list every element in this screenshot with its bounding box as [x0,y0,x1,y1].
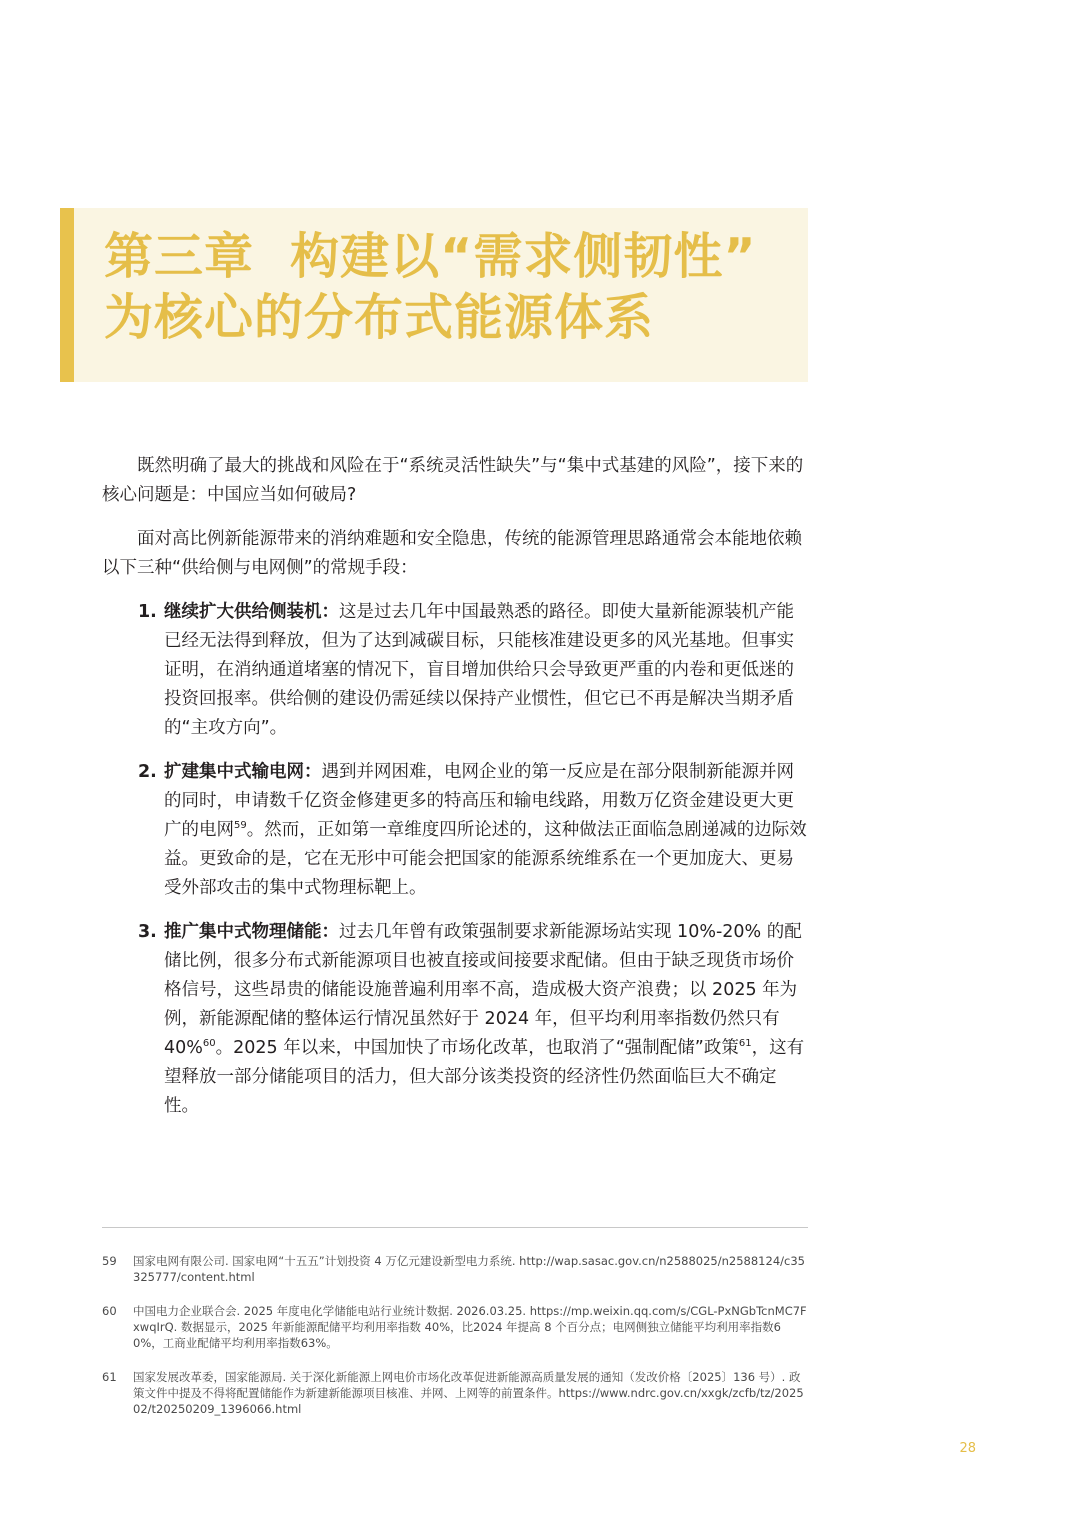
intro-paragraph-1: 既然明确了最大的挑战和风险在于“系统灵活性缺失”与“集中式基建的风险”，接下来的核心问题是：中国应当如何破局? [102,456,804,505]
list-item-text: 。2025 年以来，中国加快了市场化改革，也取消了“强制配储”政策 [215,1038,739,1058]
page-number: 28 [959,1441,976,1456]
chapter-title [104,226,757,348]
footnotes [102,1253,808,1435]
title-accent-bar [60,208,74,382]
footnote-ref-60[interactable]: 60 [202,1038,216,1050]
chapter-title-line2: 为核心的分布式能源体系 [104,289,655,346]
list-item-supply-expansion [102,598,808,743]
footnote-divider [102,1227,808,1228]
list-item-heading: 继续扩大供给侧装机： [164,602,339,622]
list-item-text: 。然而，正如第一章维度四所论述的，这种做法正面临急剧递减的边际效益。更致命的是，它在无形中可能会把国家的能源系统维系在一个更加庞大、更易受外部攻击的集中式物理标靶上。 [164,820,807,898]
list-item-text: 遇到并网困难，电网企业的第一反应是在部分限制新能源并网的同时，申请数千亿资金修建更多的特高压和输电线路，用数万亿资金建设更大更广的电网 [164,762,794,840]
footnote-ref-59[interactable]: 59 [234,820,247,832]
footnote-ref-61[interactable]: 61 [738,1038,752,1050]
footnote-number: 61 [102,1370,117,1384]
chapter-title-box [60,208,808,382]
list-item-heading: 扩建集中式输电网： [164,762,322,782]
intro-paragraph-2: 面对高比例新能源带来的消纳难题和安全隐患，传统的能源管理思路通常会本能地依赖以下三种“供给侧与电网侧”的常规手段： [102,529,802,578]
footnote-59 [102,1253,808,1285]
list-item-storage [102,918,808,1121]
list-item-text: 过去几年曾有政策强制要求新能源场站实现 10%-20% 的配储比例，很多分布式新能源项目也被直接或间接要求配储。但由于缺乏现货市场价格信号，这些昂贵的储能设施普遍利用率不高，造成极大资产浪费；以 2025 年为例，新能源配储的整体运行情况虽然好于 2024 年，但平均利用率指数仍然只有 40% [164,922,802,1058]
list-item-text: ，这有望释放一部分储能项目的活力，但大部分该类投资的经济性仍然面临巨大不确定性。 [164,1038,805,1116]
list-item-text: 这是过去几年中国最熟悉的路径。即使大量新能源装机产能已经无法得到释放，但为了达到减碳目标，只能核准建设更多的风光基地。但事实证明，在消纳通道堵塞的情况下，盲目增加供给只会导致更严重的内卷和更低迷的投资回报率。供给侧的建设仍需延续以保持产业惯性，但它已不再是解决当期矛盾的“主攻方向”。 [164,602,794,738]
list-item-number: 1. [138,602,157,622]
footnote-text: 中国电力企业联合会. 2025 年度电化学储能电站行业统计数据. 2026.03.25. https://mp.weixin.qq.com/s/CGL-PxNGbTcnMC7FxwqIrQ. 数据显示，2025 年新能源配储平均利用率指数 40%，比2024 年提高 8 个百分点；电网侧独立储能平均利用率指数60%，工商业配储平均利用率指数63%。 [133,1304,807,1350]
footnote-text: 国家电网有限公司. 国家电网“十五五”计划投资 4 万亿元建设新型电力系统. http://wap.sasac.gov.cn/n2588025/n2588124/c35325777/content.html [133,1254,805,1284]
body-text [102,452,808,1136]
list-item-grid-expansion [102,758,808,903]
footnote-number: 59 [102,1254,117,1268]
footnote-61 [102,1369,808,1417]
footnote-text: 国家发展改革委，国家能源局. 关于深化新能源上网电价市场化改革促进新能源高质量发展的通知（发改价格〔2025〕136 号）. 政策文件中提及不得将配置储能作为新建新能源项目核准、并网、上网等的前置条件。https://www.ndrc.gov.cn/xxgk/zcfb/tz/202502/t20250209_1396066.html [133,1370,804,1416]
footnote-60 [102,1303,808,1351]
list-item-number: 2. [138,762,157,782]
footnote-number: 60 [102,1304,117,1318]
list-item-heading: 推广集中式物理储能： [164,922,339,942]
chapter-title-line1: 第三章 构建以“需求侧韧性” [104,228,757,285]
list-item-number: 3. [138,922,157,942]
